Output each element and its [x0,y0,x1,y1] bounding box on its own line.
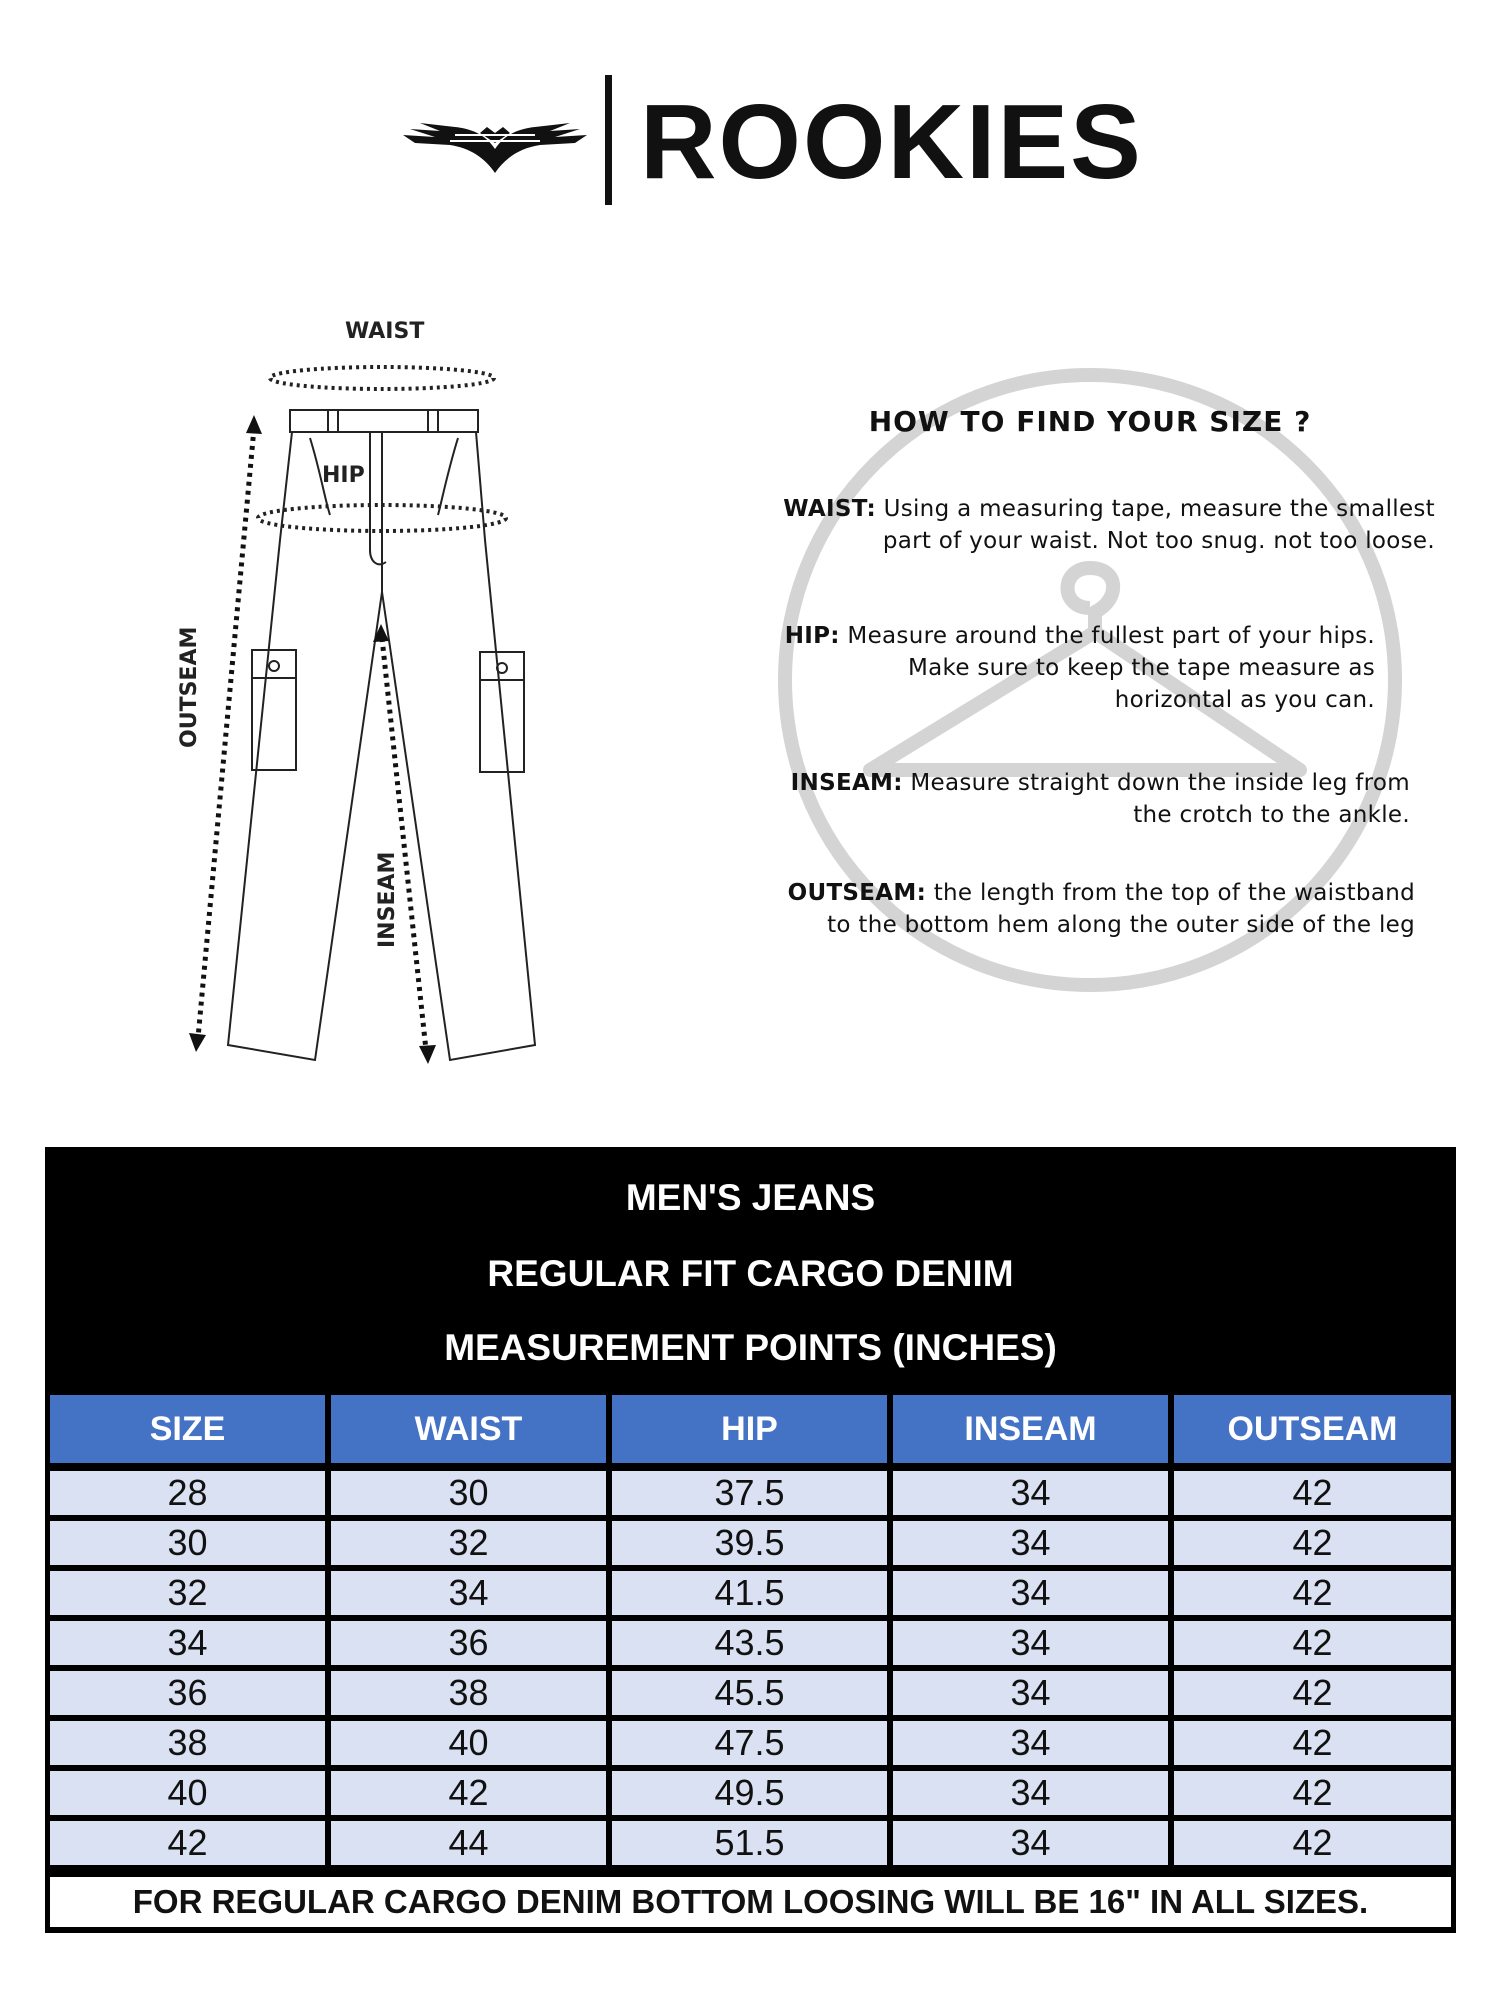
cell-inseam: 34 [893,1821,1168,1865]
table-body [50,1465,1451,1865]
guide-hip-term: HIP: [784,623,840,649]
cell-hip: 43.5 [612,1621,887,1665]
guide-waist-term: WAIST: [783,496,876,522]
guide-hip-line2: Make sure to keep the tape measure as [907,655,1375,681]
table-row [50,1665,1451,1715]
table-footnote: FOR REGULAR CARGO DENIM BOTTOM LOOSING WILL BE 16" IN ALL SIZES. [50,1877,1451,1927]
cell-inseam: 34 [893,1521,1168,1565]
cell-size: 30 [50,1521,325,1565]
cell-inseam: 34 [893,1571,1168,1615]
guide-waist [740,493,1435,557]
wings-logo-icon [395,103,595,183]
guide-outseam [740,877,1415,941]
column-header-outseam: OUTSEAM [1174,1395,1451,1463]
guide-hip [740,620,1375,716]
inseam-label: INSEAM [375,851,400,948]
cell-size: 40 [50,1771,325,1815]
cell-inseam: 34 [893,1471,1168,1515]
table-row [50,1815,1451,1865]
cell-waist: 34 [331,1571,606,1615]
cell-outseam: 42 [1174,1471,1451,1515]
cell-hip: 47.5 [612,1721,887,1765]
cell-waist: 38 [331,1671,606,1715]
cell-waist: 36 [331,1621,606,1665]
guide-outseam-line1: the length from the top of the waistband [933,880,1415,906]
waist-measure-loop [270,367,494,389]
cell-inseam: 34 [893,1671,1168,1715]
cell-outseam: 42 [1174,1571,1451,1615]
brand-logo [395,75,1143,210]
cell-hip: 51.5 [612,1821,887,1865]
cell-inseam: 34 [893,1621,1168,1665]
cell-waist: 32 [331,1521,606,1565]
cell-hip: 41.5 [612,1571,887,1615]
cell-outseam: 42 [1174,1771,1451,1815]
column-header-inseam: INSEAM [893,1395,1168,1463]
table-row [50,1615,1451,1665]
cell-size: 34 [50,1621,325,1665]
table-row [50,1565,1451,1615]
guide-inseam-line1: Measure straight down the inside leg from [910,770,1410,796]
cell-outseam: 42 [1174,1821,1451,1865]
guide-outseam-line2: to the bottom hem along the outer side of the leg [827,912,1415,938]
guide-outseam-term: OUTSEAM: [787,880,927,906]
column-header-waist: WAIST [331,1395,606,1463]
cell-size: 28 [50,1471,325,1515]
cell-outseam: 42 [1174,1721,1451,1765]
cell-size: 32 [50,1571,325,1615]
cell-inseam: 34 [893,1721,1168,1765]
cell-hip: 39.5 [612,1521,887,1565]
guide-inseam-term: INSEAM: [790,770,903,796]
brand-name: ROOKIES [640,83,1143,201]
table-title-line2: REGULAR FIT CARGO DENIM [487,1253,1014,1294]
table-title-line1: MEN'S JEANS [625,1177,876,1218]
cell-waist: 30 [331,1471,606,1515]
column-header-size: SIZE [50,1395,325,1463]
outseam-label: OUTSEAM [177,626,202,748]
table-row [50,1715,1451,1765]
pants-outline [228,410,535,1060]
table-title-line3: MEASUREMENT POINTS (INCHES) [444,1327,1057,1368]
cell-outseam: 42 [1174,1671,1451,1715]
waist-label: WAIST [345,319,425,344]
cell-size: 38 [50,1721,325,1765]
cell-hip: 49.5 [612,1771,887,1815]
table-row [50,1765,1451,1815]
hip-label: HIP [322,463,365,488]
cell-size: 42 [50,1821,325,1865]
guide-waist-line1: Using a measuring tape, measure the smallest [883,496,1435,522]
size-chart-table [45,1147,1456,1933]
table-row [50,1515,1451,1565]
table-header-row [50,1395,1451,1463]
inseam-arrow [373,624,436,1064]
pants-measurement-diagram [160,300,540,1080]
table-row [50,1465,1451,1515]
logo-divider [605,75,612,205]
size-grid [50,1395,1451,1865]
guide-inseam-line2: the crotch to the ankle. [1133,802,1410,828]
column-header-hip: HIP [612,1395,887,1463]
cell-hip: 37.5 [612,1471,887,1515]
cell-inseam: 34 [893,1771,1168,1815]
cell-waist: 40 [331,1721,606,1765]
cell-outseam: 42 [1174,1621,1451,1665]
guide-hip-line1: Measure around the fullest part of your hips. [847,623,1375,649]
guide-waist-line2: part of your waist. Not too snug. not too loose. [882,528,1435,554]
cell-waist: 42 [331,1771,606,1815]
guide-title: HOW TO FIND YOUR SIZE ? [868,405,1312,438]
cell-size: 36 [50,1671,325,1715]
guide-hip-line3: horizontal as you can. [1114,687,1375,713]
guide-inseam [740,767,1410,831]
cell-waist: 44 [331,1821,606,1865]
cell-outseam: 42 [1174,1521,1451,1565]
cell-hip: 45.5 [612,1671,887,1715]
